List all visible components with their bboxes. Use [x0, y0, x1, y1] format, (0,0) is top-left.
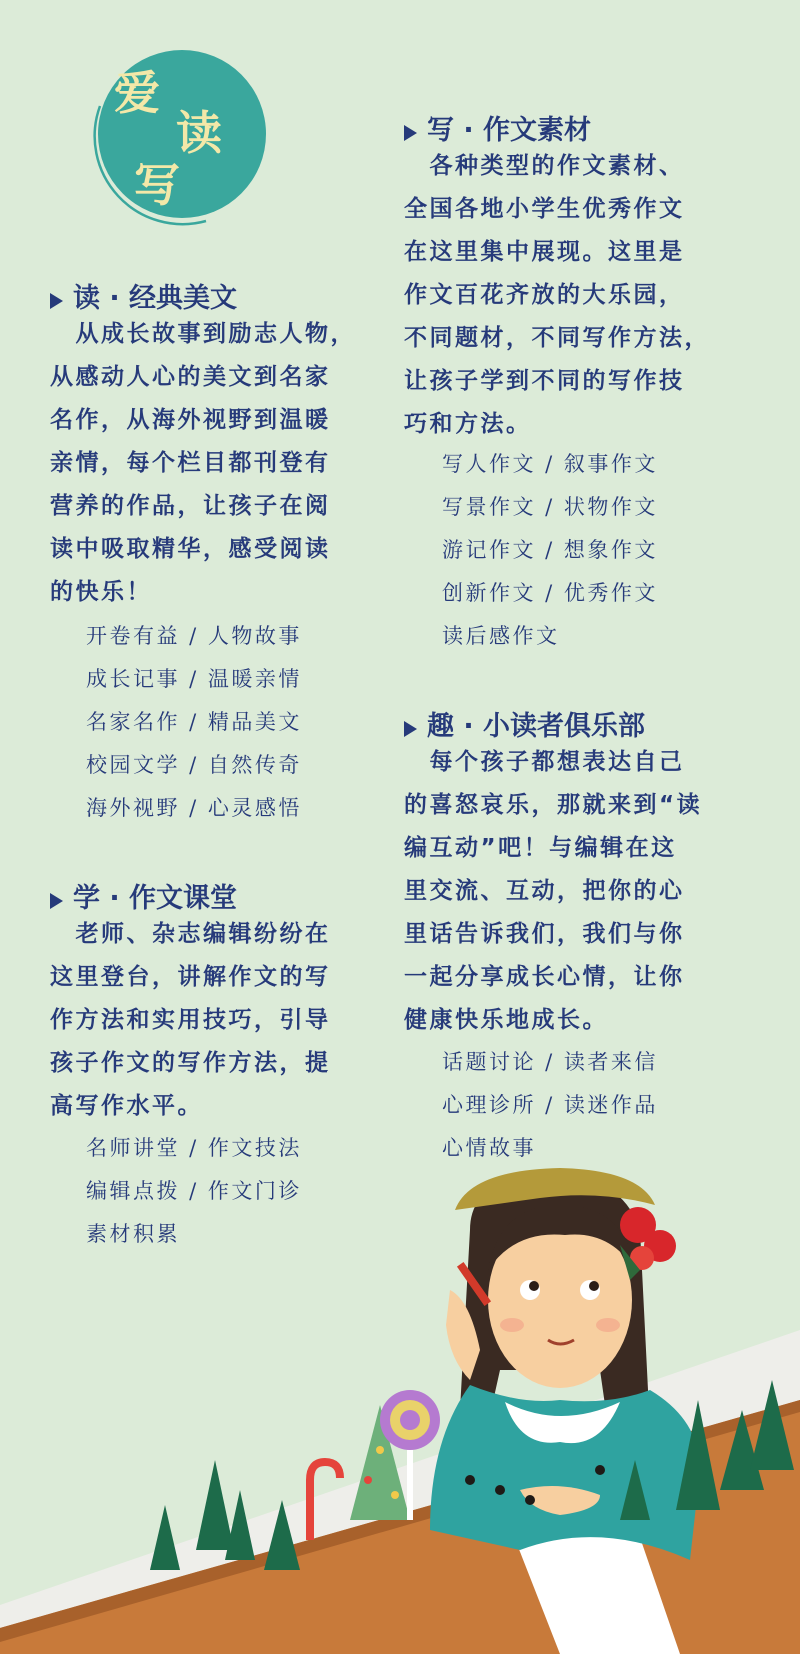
column-list-item: 编辑点拨 / 作文门诊 [86, 1179, 302, 1203]
write-line: 不同题材，不同写作方法， [404, 325, 710, 351]
logo-char-du: 读 [176, 106, 222, 160]
section-title-write: 写 · 作文素材 [404, 108, 591, 147]
fun-line: 里交流、互动，把你的心 [404, 878, 685, 904]
column-list-item: 名师讲堂 / 作文技法 [86, 1136, 302, 1160]
girl-reading-illustration [0, 1150, 800, 1654]
fun-line: 一起分享成长心情，让你 [404, 964, 685, 990]
tree-icon [150, 1505, 180, 1570]
sweater-icon [430, 1385, 700, 1560]
read-line: 从成长故事到励志人物， [50, 321, 356, 347]
logo-char-xie: 写 [134, 158, 180, 212]
column-list-item: 读后感作文 [442, 624, 560, 648]
read-line: 从感动人心的美文到名家 [50, 364, 331, 390]
column-list-item: 校园文学 / 自然传奇 [86, 753, 302, 777]
fun-line: 的喜怒哀乐，那就来到“读 [404, 792, 703, 818]
write-columns [442, 443, 658, 658]
section-title-read: 读 · 经典美文 [50, 276, 237, 315]
column-list-item: 心情故事 [442, 1136, 536, 1160]
learn-line: 这里登台，讲解作文的写 [50, 964, 331, 990]
ant-icon [465, 1475, 475, 1485]
column-list-item: 开卷有益 / 人物故事 [86, 624, 302, 648]
column-list-item: 心理诊所 / 读迷作品 [442, 1093, 658, 1117]
write-line: 巧和方法。 [404, 411, 532, 437]
read-line: 营养的作品，让孩子在阅 [50, 493, 331, 519]
column-list-item: 名家名作 / 精品美文 [86, 710, 302, 734]
triangle-bullet-icon [50, 293, 63, 309]
column-list-item: 话题讨论 / 读者来信 [442, 1050, 658, 1074]
read-columns [86, 615, 302, 830]
write-line: 全国各地小学生优秀作文 [404, 196, 685, 222]
column-list-item: 游记作文 / 想象作文 [442, 538, 658, 562]
column-list-item: 成长记事 / 温暖亲情 [86, 667, 302, 691]
column-list-item: 创新作文 / 优秀作文 [442, 581, 658, 605]
triangle-bullet-icon [404, 721, 417, 737]
read-line: 读中吸取精华，感受阅读 [50, 536, 331, 562]
section-title-fun: 趣 · 小读者俱乐部 [404, 704, 645, 743]
triangle-bullet-icon [404, 125, 417, 141]
fun-line: 编互动”吧！与编辑在这 [404, 835, 677, 861]
fun-line: 健康快乐地成长。 [404, 1007, 608, 1033]
read-line: 名作，从海外视野到温暖 [50, 407, 331, 433]
read-line: 亲情，每个栏目都刊登有 [50, 450, 331, 476]
write-line: 作文百花齐放的大乐园， [404, 282, 685, 308]
column-list-item: 写人作文 / 叙事作文 [442, 452, 658, 476]
write-line: 各种类型的作文素材、 [404, 153, 685, 179]
learn-line: 孩子作文的写作方法，提 [50, 1050, 331, 1076]
learn-description [50, 913, 331, 1128]
column-list-item: 素材积累 [86, 1222, 180, 1246]
write-line: 让孩子学到不同的写作技 [404, 368, 685, 394]
section-title-learn: 学 · 作文课堂 [50, 876, 237, 915]
write-description [404, 145, 710, 446]
fun-line: 每个孩子都想表达自己 [404, 749, 685, 775]
write-line: 在这里集中展现。这里是 [404, 239, 685, 265]
column-list-item: 写景作文 / 状物作文 [442, 495, 658, 519]
fun-description [404, 741, 702, 1042]
column-list-item: 海外视野 / 心灵感悟 [86, 796, 302, 820]
learn-line: 高写作水平。 [50, 1093, 203, 1119]
learn-line: 作方法和实用技巧，引导 [50, 1007, 331, 1033]
read-description [50, 313, 356, 614]
logo-char-ai: 爱 [114, 66, 160, 120]
triangle-bullet-icon [50, 893, 63, 909]
learn-line: 老师、杂志编辑纷纷在 [50, 921, 331, 947]
fun-line: 里话告诉我们，我们与你 [404, 921, 685, 947]
read-line: 的快乐！ [50, 579, 152, 605]
